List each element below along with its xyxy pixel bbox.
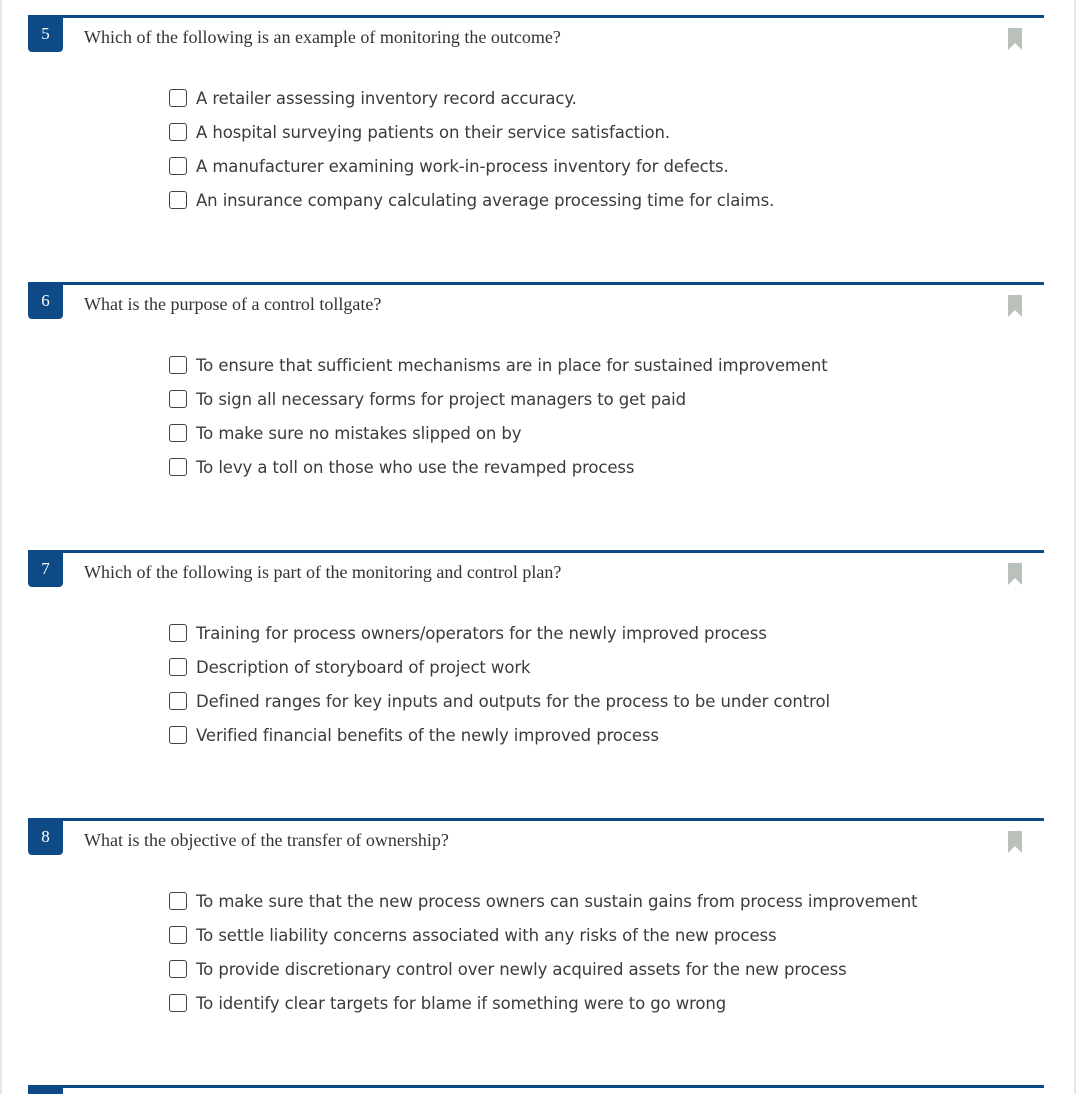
option-label: To provide discretionary control over newly acquired assets for the new process — [196, 959, 847, 979]
answer-option[interactable] — [169, 450, 828, 484]
option-label: Defined ranges for key inputs and outputs for the process to be under control — [196, 691, 830, 711]
answer-option[interactable] — [169, 183, 774, 217]
next-question-divider — [28, 1085, 1044, 1088]
option-label: An insurance company calculating average processing time for claims. — [196, 190, 775, 210]
question-number-badge: 5 — [28, 15, 63, 52]
checkbox[interactable] — [169, 191, 187, 209]
checkbox[interactable] — [169, 424, 187, 442]
answer-option[interactable] — [169, 416, 828, 450]
answer-option[interactable] — [169, 149, 774, 183]
answer-options — [169, 81, 774, 217]
answer-option[interactable] — [169, 115, 774, 149]
answer-option[interactable] — [169, 616, 830, 650]
option-label: To make sure no mistakes slipped on by — [196, 423, 522, 443]
question-divider — [28, 15, 1044, 18]
question-number-badge: 6 — [28, 282, 63, 319]
checkbox[interactable] — [169, 390, 187, 408]
option-label: Training for process owners/operators for the newly improved process — [196, 623, 767, 643]
question-text: What is the purpose of a control tollgate? — [84, 294, 382, 314]
checkbox[interactable] — [169, 658, 187, 676]
bookmark-icon[interactable] — [1008, 295, 1022, 317]
option-label: To identify clear targets for blame if something were to go wrong — [196, 993, 727, 1013]
question-text: Which of the following is part of the monitoring and control plan? — [84, 562, 562, 582]
answer-option[interactable] — [169, 81, 774, 115]
answer-option[interactable] — [169, 952, 918, 986]
checkbox[interactable] — [169, 458, 187, 476]
option-label: To settle liability concerns associated with any risks of the new process — [196, 925, 777, 945]
answer-option[interactable] — [169, 382, 828, 416]
answer-option[interactable] — [169, 884, 918, 918]
checkbox[interactable] — [169, 926, 187, 944]
option-label: To levy a toll on those who use the revamped process — [196, 457, 635, 477]
option-label: To make sure that the new process owners can sustain gains from process improvement — [196, 891, 918, 911]
answer-option[interactable] — [169, 348, 828, 382]
question-divider — [28, 550, 1044, 553]
answer-options — [169, 616, 830, 752]
option-label: Description of storyboard of project work — [196, 657, 531, 677]
question-number-badge: 8 — [28, 818, 63, 855]
checkbox[interactable] — [169, 892, 187, 910]
bookmark-icon[interactable] — [1008, 28, 1022, 50]
question-divider — [28, 818, 1044, 821]
bookmark-icon[interactable] — [1008, 563, 1022, 585]
question-number-badge: 7 — [28, 550, 63, 587]
question-text: What is the objective of the transfer of ownership? — [84, 830, 449, 850]
answer-option[interactable] — [169, 650, 830, 684]
checkbox[interactable] — [169, 89, 187, 107]
checkbox[interactable] — [169, 356, 187, 374]
checkbox[interactable] — [169, 624, 187, 642]
question-divider — [28, 282, 1044, 285]
checkbox[interactable] — [169, 726, 187, 744]
checkbox[interactable] — [169, 157, 187, 175]
checkbox[interactable] — [169, 692, 187, 710]
option-label: Verified financial benefits of the newly improved process — [196, 725, 659, 745]
option-label: A manufacturer examining work-in-process inventory for defects. — [196, 156, 729, 176]
question-text: Which of the following is an example of monitoring the outcome? — [84, 27, 561, 47]
answer-option[interactable] — [169, 918, 918, 952]
bookmark-icon[interactable] — [1008, 831, 1022, 853]
option-label: To ensure that sufficient mechanisms are in place for sustained improvement — [196, 355, 828, 375]
answer-option[interactable] — [169, 986, 918, 1020]
option-label: A retailer assessing inventory record accuracy. — [196, 88, 577, 108]
checkbox[interactable] — [169, 960, 187, 978]
answer-option[interactable] — [169, 684, 830, 718]
checkbox[interactable] — [169, 123, 187, 141]
answer-option[interactable] — [169, 718, 830, 752]
option-label: A hospital surveying patients on their service satisfaction. — [196, 122, 671, 142]
answer-options — [169, 884, 918, 1020]
next-question-number-badge — [28, 1085, 63, 1094]
answer-options — [169, 348, 828, 484]
checkbox[interactable] — [169, 994, 187, 1012]
option-label: To sign all necessary forms for project managers to get paid — [196, 389, 686, 409]
